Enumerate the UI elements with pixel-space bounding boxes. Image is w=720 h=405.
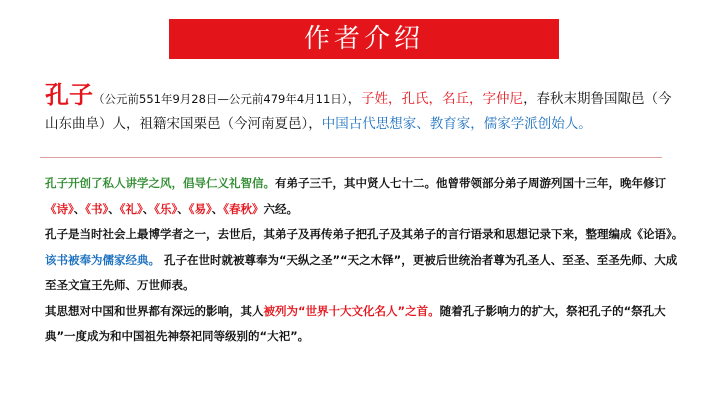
lifespan: （公元前551年9月28日—公元前479年4月11日） [93,92,348,106]
book-separator: 、 [142,201,155,216]
paragraph-1 [45,171,685,222]
paragraph-2 [45,222,685,299]
book-separator: 、 [73,201,86,216]
paragraph-text: 随着孔子影响力的扩大，祭祀孔子的“祭孔大典”一度成为和中国祖先神祭祀同等级别的“大祀”。 [45,303,666,343]
book-title: 《书》 [85,201,109,216]
highlight-classic: 该书被奉为儒家经典。 [45,252,160,267]
separator: ， [347,91,362,107]
book-title: 《礼》 [119,201,143,216]
author-aliases: 子姓，孔氏，名丘，字仲尼 [361,91,524,107]
paragraph-text: 孔子在世时就被尊奉为“天纵之圣”“天之木铎”，更被后世统治者尊为孔圣人、至圣、至圣先师、大成至圣文宣王先师、万世师表。 [45,252,678,292]
book-title: 《乐》 [154,201,178,216]
highlight-teaching: 孔子开创了私人讲学之风，倡导仁义礼智信。 [45,176,275,190]
book-separator: 、 [177,201,189,216]
highlight-cultural-figure: 被列为“世界十大文化名人”之首。 [263,303,440,318]
book-separator: 、 [211,201,224,216]
author-name: 孔子 [45,80,93,109]
book-separator: 、 [108,201,120,216]
book-title: 《诗》 [45,201,74,216]
paragraph-text: 有弟子三千，其中贤人七十二。他曾带领部分弟子周游列国十三年，晚年修订 [275,176,666,190]
paragraph-text: 六经。 [263,201,298,216]
origin-text: ，春秋末期鲁国陬邑（今山东曲阜）人，祖籍宋国栗邑（今河南夏邑）， [45,91,672,132]
paragraph-text: 孔子是当时社会上最博学者之一，去世后，其弟子及再传弟子把孔子及其弟子的言行语录和思想记录下来，整理编成《论语》。 [45,227,684,241]
biography-body [45,171,685,350]
paragraph-text: 其思想对中国和世界都有深远的影响，其人 [45,303,264,318]
divider-line [40,157,662,158]
page-title: 作者介绍 [303,24,424,54]
author-intro [45,82,685,137]
book-title: 《易》 [188,201,212,216]
paragraph-3 [45,299,685,350]
book-title: 《春秋》 [223,201,264,216]
title-banner [169,19,559,59]
author-identity: 中国古代思想家、教育家，儒家学派创始人。 [321,116,592,132]
